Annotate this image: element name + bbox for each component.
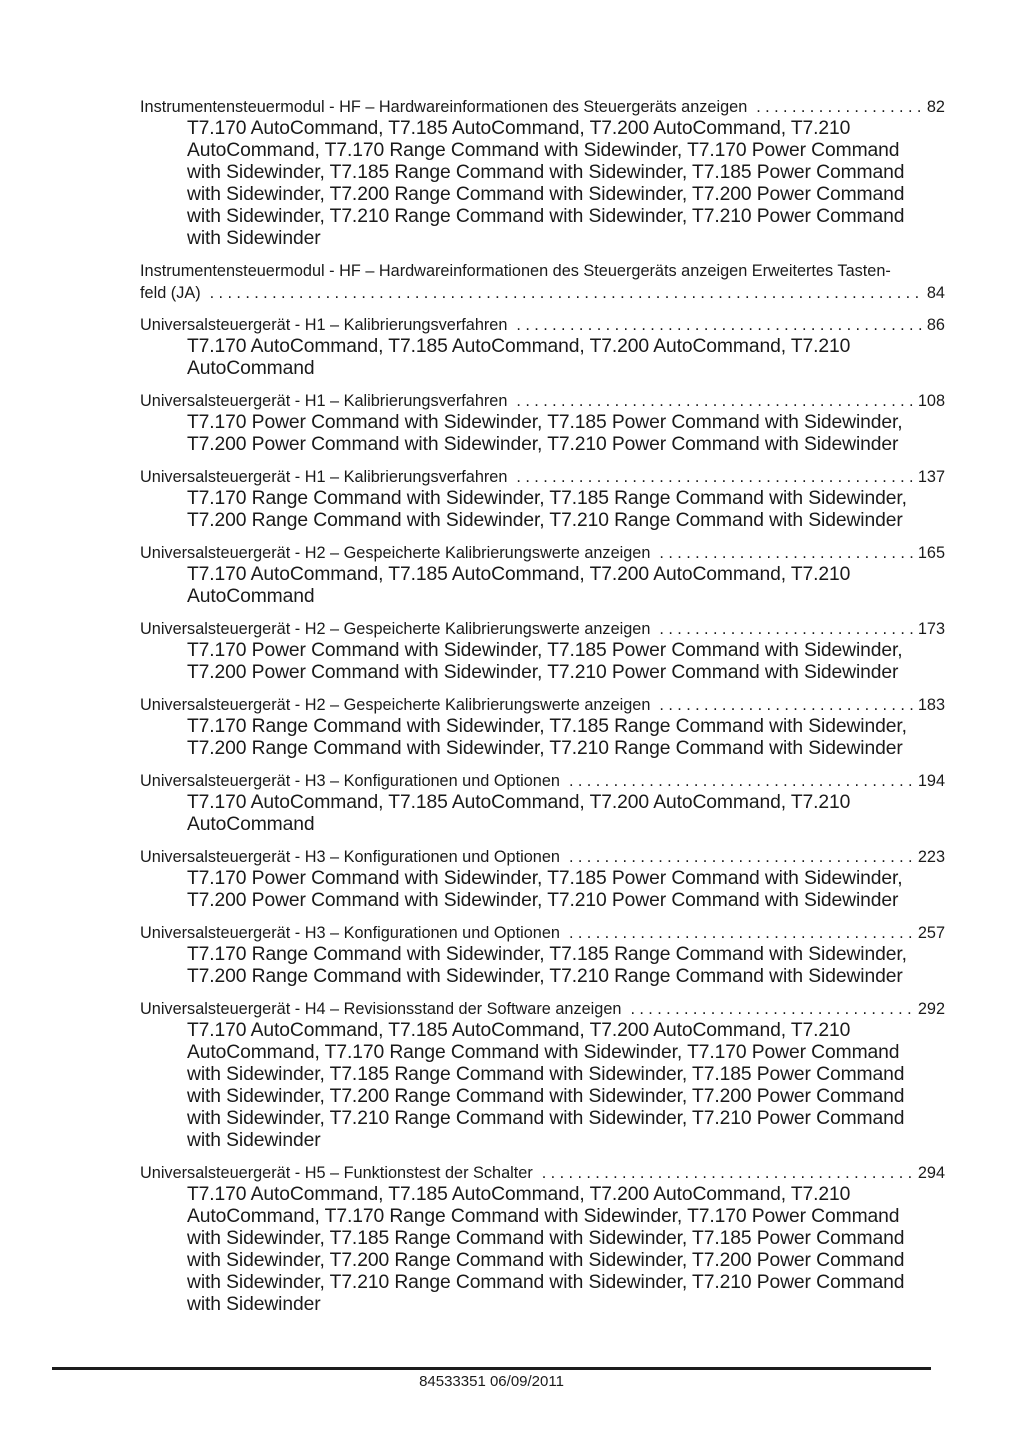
- toc-entry-model-list: [140, 868, 945, 912]
- toc-entry-heading: [140, 542, 945, 564]
- toc-entry: [140, 922, 945, 988]
- toc-entry-model-list: [140, 640, 945, 684]
- toc-entry-model-list: [140, 118, 945, 250]
- toc-entry-page-number: 292: [917, 1000, 945, 1018]
- toc-entry-heading: [140, 618, 945, 640]
- dot-leader: [542, 1162, 913, 1184]
- model-applicability-line: T7.170 AutoCommand, T7.185 AutoCommand, T7.200 AutoCommand, T7.210: [187, 564, 851, 585]
- toc-entry-page-number: 194: [917, 772, 945, 790]
- dot-leader: [516, 314, 921, 336]
- toc-entry-page-number: 183: [917, 696, 945, 714]
- dot-leader: [569, 770, 913, 792]
- dot-leader: [659, 694, 912, 716]
- model-applicability-line: AutoCommand: [187, 586, 315, 607]
- toc-entry-title: Universalsteuergerät - H1 – Kalibrierungsverfahren: [140, 392, 508, 410]
- toc-entry-title: Universalsteuergerät - H2 – Gespeicherte Kalibrierungswerte anzeigen: [140, 696, 651, 714]
- toc-entry: [140, 390, 945, 456]
- model-applicability-line: with Sidewinder, T7.210 Range Command with Sidewinder, T7.210 Power Command: [187, 206, 905, 227]
- toc-entry-page-number: 82: [926, 98, 945, 116]
- dot-leader: [210, 282, 922, 304]
- toc-entry-title: Universalsteuergerät - H3 – Konfigurationen und Optionen: [140, 772, 560, 790]
- toc-entry-heading: [140, 1162, 945, 1184]
- toc-entry-model-list: [140, 564, 945, 608]
- toc-entry-title: Universalsteuergerät - H1 – Kalibrierungsverfahren: [140, 316, 508, 334]
- toc-entry-title-wrapped-line: Instrumentensteuermodul - HF – Hardwareinformationen des Steuergeräts anzeigen Erweitertes Tasten-: [140, 262, 891, 280]
- toc-entry-title: Universalsteuergerät - H2 – Gespeicherte Kalibrierungswerte anzeigen: [140, 620, 651, 638]
- model-applicability-line: with Sidewinder, T7.185 Range Command with Sidewinder, T7.185 Power Command: [187, 162, 905, 183]
- toc-entry-heading: [140, 466, 945, 488]
- dot-leader: [756, 96, 922, 118]
- model-applicability-line: T7.200 Power Command with Sidewinder, T7.210 Power Command with Sidewinder: [187, 434, 899, 455]
- toc-entry-model-list: [140, 336, 945, 380]
- model-applicability-line: AutoCommand, T7.170 Range Command with Sidewinder, T7.170 Power Command: [187, 1042, 900, 1063]
- toc-entry-title: feld (JA): [140, 284, 201, 302]
- model-applicability-line: AutoCommand, T7.170 Range Command with Sidewinder, T7.170 Power Command: [187, 1206, 900, 1227]
- toc-entry-model-list: [140, 1184, 945, 1316]
- toc-entry-model-list: [140, 944, 945, 988]
- model-applicability-line: T7.200 Power Command with Sidewinder, T7.210 Power Command with Sidewinder: [187, 890, 899, 911]
- model-applicability-line: with Sidewinder, T7.200 Range Command with Sidewinder, T7.200 Power Command: [187, 184, 905, 205]
- model-applicability-line: with Sidewinder, T7.210 Range Command with Sidewinder, T7.210 Power Command: [187, 1272, 905, 1293]
- toc-entry-page-number: 165: [917, 544, 945, 562]
- model-applicability-line: AutoCommand: [187, 814, 315, 835]
- toc-list: [140, 96, 945, 1326]
- model-applicability-line: T7.200 Range Command with Sidewinder, T7.210 Range Command with Sidewinder: [187, 738, 903, 759]
- toc-entry: [140, 846, 945, 912]
- dot-leader: [659, 542, 912, 564]
- model-applicability-line: AutoCommand: [187, 358, 315, 379]
- toc-entry-page-number: 173: [917, 620, 945, 638]
- toc-entry-page-number: 84: [926, 284, 945, 302]
- toc-entry-heading: [140, 998, 945, 1020]
- dot-leader: [569, 846, 913, 868]
- model-applicability-line: T7.200 Range Command with Sidewinder, T7.210 Range Command with Sidewinder: [187, 966, 903, 987]
- toc-entry: [140, 260, 945, 304]
- model-applicability-line: with Sidewinder, T7.200 Range Command with Sidewinder, T7.200 Power Command: [187, 1250, 905, 1271]
- toc-entry-heading: [140, 922, 945, 944]
- model-applicability-line: with Sidewinder: [187, 228, 321, 249]
- model-applicability-line: with Sidewinder, T7.185 Range Command with Sidewinder, T7.185 Power Command: [187, 1064, 905, 1085]
- toc-entry-model-list: [140, 1020, 945, 1152]
- toc-entry-model-list: [140, 488, 945, 532]
- footer-doc-info: 84533351 06/09/2011: [419, 1373, 564, 1390]
- toc-entry-model-list: [140, 792, 945, 836]
- toc-entry-page-number: 257: [917, 924, 945, 942]
- toc-entry-title: Universalsteuergerät - H3 – Konfigurationen und Optionen: [140, 924, 560, 942]
- model-applicability-line: AutoCommand, T7.170 Range Command with Sidewinder, T7.170 Power Command: [187, 140, 900, 161]
- dot-leader: [569, 922, 913, 944]
- model-applicability-line: T7.170 Range Command with Sidewinder, T7.185 Range Command with Sidewinder,: [187, 488, 907, 509]
- toc-entry-heading: [140, 314, 945, 336]
- toc-entry-title: Universalsteuergerät - H2 – Gespeicherte Kalibrierungswerte anzeigen: [140, 544, 651, 562]
- footer-divider-rule: [52, 1367, 931, 1370]
- toc-entry: [140, 770, 945, 836]
- toc-entry-page-number: 223: [917, 848, 945, 866]
- dot-leader: [516, 466, 912, 488]
- toc-entry-model-list: [140, 716, 945, 760]
- model-applicability-line: T7.170 Power Command with Sidewinder, T7.185 Power Command with Sidewinder,: [187, 868, 903, 889]
- model-applicability-line: with Sidewinder: [187, 1294, 321, 1315]
- toc-entry-heading: [140, 390, 945, 412]
- toc-entry: [140, 314, 945, 380]
- toc-entry: [140, 542, 945, 608]
- toc-entry-page-number: 108: [917, 392, 945, 410]
- toc-entry-title: Universalsteuergerät - H4 – Revisionsstand der Software anzeigen: [140, 1000, 622, 1018]
- toc-entry: [140, 694, 945, 760]
- toc-entry-heading: [140, 846, 945, 868]
- model-applicability-line: T7.200 Range Command with Sidewinder, T7.210 Range Command with Sidewinder: [187, 510, 903, 531]
- toc-entry-heading: [140, 282, 945, 304]
- model-applicability-line: T7.170 AutoCommand, T7.185 AutoCommand, T7.200 AutoCommand, T7.210: [187, 792, 851, 813]
- model-applicability-line: T7.170 Range Command with Sidewinder, T7.185 Range Command with Sidewinder,: [187, 716, 907, 737]
- toc-entry-page-number: 137: [917, 468, 945, 486]
- toc-entry: [140, 466, 945, 532]
- model-applicability-line: T7.170 AutoCommand, T7.185 AutoCommand, T7.200 AutoCommand, T7.210: [187, 118, 851, 139]
- model-applicability-line: with Sidewinder, T7.185 Range Command with Sidewinder, T7.185 Power Command: [187, 1228, 905, 1249]
- dot-leader: [659, 618, 912, 640]
- toc-entry-heading: [140, 694, 945, 716]
- toc-entry: [140, 618, 945, 684]
- model-applicability-line: with Sidewinder: [187, 1130, 321, 1151]
- toc-entry-model-list: [140, 412, 945, 456]
- toc-entry-title: Universalsteuergerät - H5 – Funktionstest der Schalter: [140, 1164, 533, 1182]
- model-applicability-line: T7.170 AutoCommand, T7.185 AutoCommand, T7.200 AutoCommand, T7.210: [187, 1184, 851, 1205]
- model-applicability-line: with Sidewinder, T7.210 Range Command with Sidewinder, T7.210 Power Command: [187, 1108, 905, 1129]
- dot-leader: [516, 390, 912, 412]
- model-applicability-line: T7.170 AutoCommand, T7.185 AutoCommand, T7.200 AutoCommand, T7.210: [187, 1020, 851, 1041]
- model-applicability-line: T7.170 Power Command with Sidewinder, T7.185 Power Command with Sidewinder,: [187, 412, 903, 433]
- toc-entry: [140, 1162, 945, 1316]
- toc-entry: [140, 96, 945, 250]
- toc-entry-heading: [140, 96, 945, 118]
- model-applicability-line: with Sidewinder, T7.200 Range Command with Sidewinder, T7.200 Power Command: [187, 1086, 905, 1107]
- dot-leader: [630, 998, 912, 1020]
- toc-entry-page-number: 294: [917, 1164, 945, 1182]
- model-applicability-line: T7.170 AutoCommand, T7.185 AutoCommand, T7.200 AutoCommand, T7.210: [187, 336, 851, 357]
- model-applicability-line: T7.170 Range Command with Sidewinder, T7.185 Range Command with Sidewinder,: [187, 944, 907, 965]
- model-applicability-line: T7.200 Power Command with Sidewinder, T7.210 Power Command with Sidewinder: [187, 662, 899, 683]
- model-applicability-line: T7.170 Power Command with Sidewinder, T7.185 Power Command with Sidewinder,: [187, 640, 903, 661]
- toc-entry-title: Instrumentensteuermodul - HF – Hardwareinformationen des Steuergeräts anzeigen: [140, 98, 748, 116]
- toc-entry-title: Universalsteuergerät - H1 – Kalibrierungsverfahren: [140, 468, 508, 486]
- toc-entry-title: Universalsteuergerät - H3 – Konfigurationen und Optionen: [140, 848, 560, 866]
- toc-entry: [140, 998, 945, 1152]
- toc-entry-heading: [140, 770, 945, 792]
- toc-entry-page-number: 86: [926, 316, 945, 334]
